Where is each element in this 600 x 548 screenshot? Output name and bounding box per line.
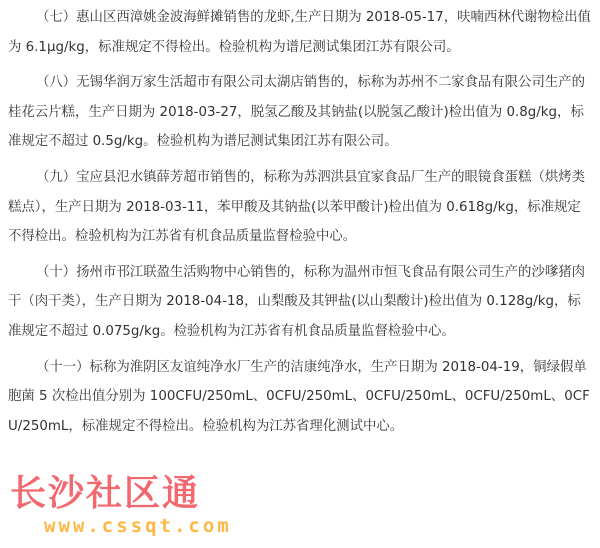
paragraph-item-7: （七）惠山区西漳姚金波海鲜摊销售的龙虾,生产日期为 2018-05-17，呋喃西林代谢物检出值为 6.1μg/kg，标准规定不得检出。检验机构为谱尼测试集团江苏有限公司。 [8,10,592,55]
paragraph-item-11: （十一）标称为淮阴区友谊纯净水厂生产的洁康纯净水，生产日期为 2018-04-19，铜绿假单胞菌 5 次检出值分别为 100CFU/250mL、0CFU/250mL、0CFU/250mL、0CFU/250mL、0CFU/250mL，标准规定不得检出。检验机构为江苏省理化测试中心。 [8,359,590,434]
paragraph-item-10: （十）扬州市邗江联盈生活购物中心销售的，标称为温州市恒飞食品有限公司生产的沙嗲猪肉干（肉干类），生产日期为 2018-04-18，山梨酸及其钾盐(以山梨酸计)检出值为 0.128g/kg，标准规定不超过 0.075g/kg。检验机构为江苏省有机食品质量监督检验中心。 [8,264,586,339]
paragraph-item-9: （九）宝应县氾水镇薛芳超市销售的，标称为苏泗洪县宜家食品厂生产的眼镜食蛋糕（烘烤类糕点），生产日期为 2018-03-11，苯甲酸及其钠盐(以苯甲酸计)检出值为 0.618g/kg，标准规定不得检出。检验机构为江苏省有机食品质量监督检验中心。 [8,169,586,245]
document-body [8,3,594,447]
paragraph-item-8: （八）无锡华润万家生活超市有限公司太湖店销售的，标称为苏州不二家食品有限公司生产的桂花云片糕，生产日期为 2018-03-27，脱氢乙酸及其钠盐(以脱氢乙酸计)检出值为 0.8g/kg，标准规定不超过 0.5g/kg。检验机构为谱尼测试集团江苏有限公司。 [8,75,586,150]
watermark-url: www.cssqt.com [44,515,232,537]
site-watermark [10,474,250,544]
watermark-site-name: 长沙社区通 [10,473,201,514]
